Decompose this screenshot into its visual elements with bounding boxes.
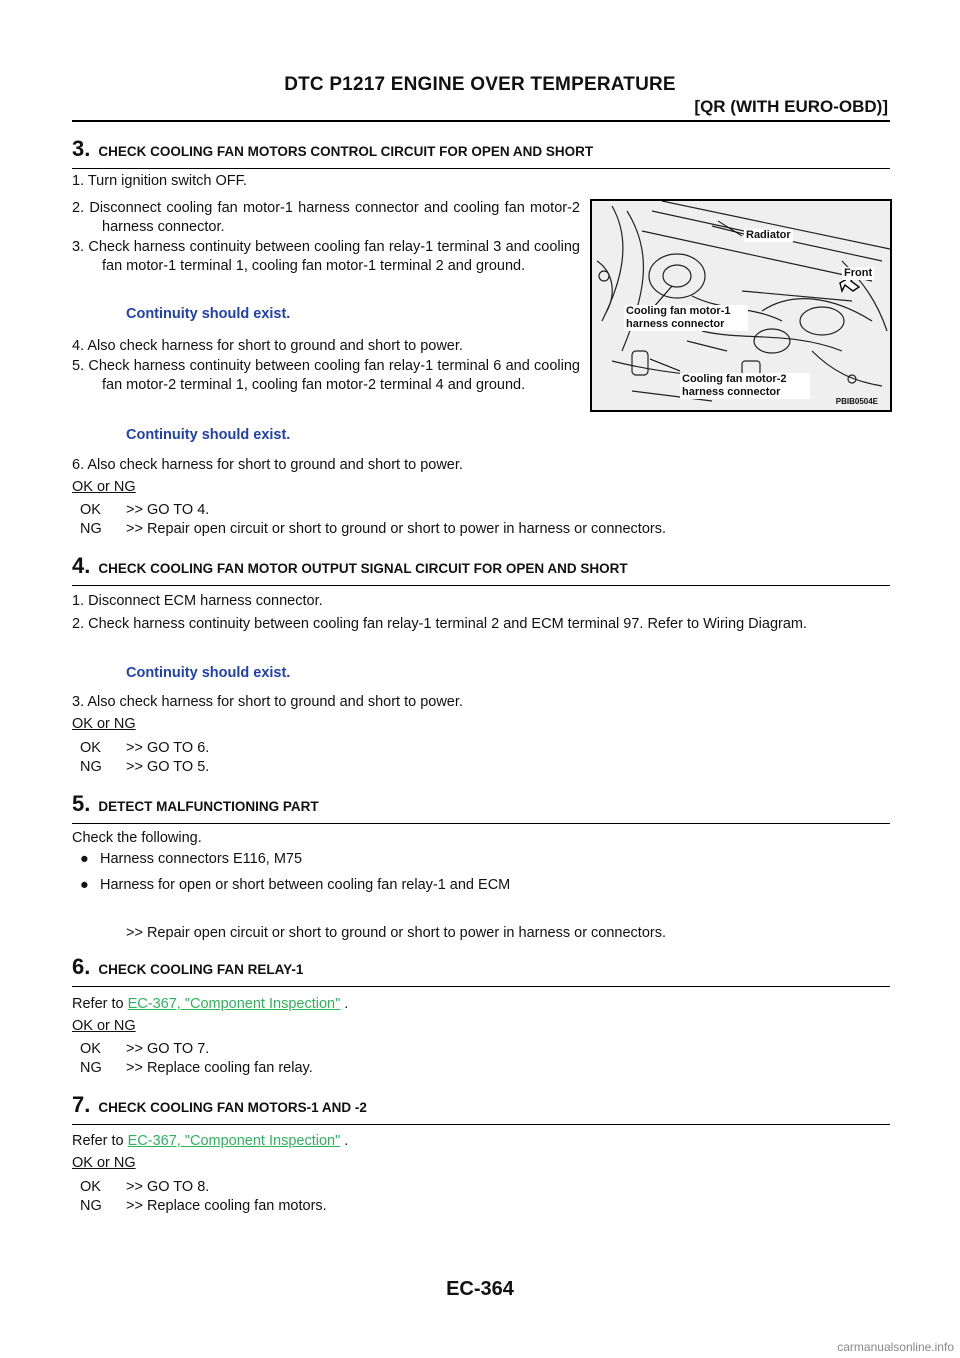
period: .: [344, 1133, 349, 1149]
step-number: 4.: [72, 553, 91, 578]
result-ok: [80, 1178, 209, 1197]
step-4-heading: [72, 553, 890, 586]
page-subtitle: [QR (WITH EURO-OBD)]: [694, 97, 888, 116]
result-text: >> Repair open circuit or short to ground or short to power in harness or connectors.: [126, 521, 667, 537]
step-3-item-5: 5. Check harness continuity between cooling fan relay-1 terminal 6 and cooling fan motor-2 terminal 1, cooling fan motor-2 terminal 4 and ground.: [72, 358, 580, 393]
result-key: OK: [80, 1041, 101, 1057]
result-key: NG: [80, 1060, 102, 1076]
result-key: NG: [80, 521, 102, 537]
step-7-heading: [72, 1092, 890, 1125]
result-ng: [80, 758, 209, 777]
step-number: 5.: [72, 791, 91, 816]
figure-label-radiator: Radiator: [746, 229, 791, 241]
ok-or-ng-label: OK or NG: [72, 1018, 136, 1034]
figure-label-front: Front: [844, 267, 873, 279]
ok-or-ng-label: OK or NG: [72, 1155, 136, 1171]
result-key: OK: [80, 1179, 101, 1195]
result-text: >> Replace cooling fan relay.: [126, 1060, 313, 1076]
step-4-item-1: 1. Disconnect ECM harness connector.: [72, 593, 323, 609]
result-key: NG: [80, 759, 102, 775]
step-6-reference: [72, 995, 348, 1014]
step-3-heading: [72, 136, 890, 169]
step-3-item-2: 2. Disconnect cooling fan motor-1 harness connector and cooling fan motor-2 harness connector.: [72, 200, 580, 235]
step-5-heading: [72, 791, 890, 824]
page-number: EC-364: [446, 1278, 514, 1300]
component-inspection-link[interactable]: EC-367, "Component Inspection": [127, 996, 341, 1012]
ok-or-ng-label: OK or NG: [72, 716, 136, 732]
result-text: >> GO TO 4.: [126, 502, 210, 518]
figure-code: PBIB0504E: [835, 397, 878, 406]
result-text: >> GO TO 5.: [126, 759, 210, 775]
step-title: CHECK COOLING FAN RELAY-1: [98, 962, 304, 977]
step-4-item-3: 3. Also check harness for short to ground and short to power.: [72, 694, 463, 710]
step-title: CHECK COOLING FAN MOTORS-1 AND -2: [98, 1100, 367, 1115]
result-text: >> GO TO 7.: [126, 1041, 210, 1057]
step-7-reference: [72, 1132, 348, 1151]
result-ok: [80, 501, 209, 520]
page-title: DTC P1217 ENGINE OVER TEMPERATURE: [284, 74, 676, 95]
bullet-icon: ●: [80, 851, 89, 867]
refer-text: Refer to: [72, 1133, 124, 1149]
step-5-intro: Check the following.: [72, 830, 202, 846]
result-key: NG: [80, 1198, 102, 1214]
continuity-note: Continuity should exist.: [126, 306, 291, 322]
result-key: OK: [80, 502, 101, 518]
step-4-item-2: 2. Check harness continuity between cooling fan relay-1 terminal 2 and ECM terminal 97. Refer to Wiring Diagram.: [72, 616, 808, 632]
step-title: CHECK COOLING FAN MOTOR OUTPUT SIGNAL CIRCUIT FOR OPEN AND SHORT: [98, 561, 628, 576]
result-text: >> GO TO 8.: [126, 1179, 210, 1195]
result-ok: [80, 739, 209, 758]
continuity-note: Continuity should exist.: [126, 427, 291, 443]
list-item: [80, 877, 510, 893]
step-3-item-3: 3. Check harness continuity between cooling fan relay-1 terminal 3 and cooling fan motor-1 terminal 1, cooling fan motor-1 terminal 2 and ground.: [72, 239, 580, 274]
step-number: 3.: [72, 136, 91, 161]
step-number: 7.: [72, 1092, 91, 1117]
result-ok: [80, 1040, 209, 1059]
watermark: carmanualsonline.info: [837, 1340, 954, 1354]
step-number: 6.: [72, 954, 91, 979]
continuity-note: Continuity should exist.: [126, 665, 291, 681]
ok-or-ng-label: OK or NG: [72, 479, 136, 495]
period: .: [344, 996, 349, 1012]
step-title: CHECK COOLING FAN MOTORS CONTROL CIRCUIT FOR OPEN AND SHORT: [98, 144, 594, 159]
list-item-text: Harness for open or short between cooling fan relay-1 and ECM: [100, 877, 511, 893]
figure-label-motor-1: Cooling fan motor-1 harness connector: [624, 305, 748, 331]
component-inspection-link[interactable]: EC-367, "Component Inspection": [127, 1133, 341, 1149]
result-ng: [80, 1197, 327, 1216]
refer-text: Refer to: [72, 996, 124, 1012]
bullet-icon: ●: [80, 877, 89, 893]
list-item: [80, 851, 302, 867]
step-title: DETECT MALFUNCTIONING PART: [98, 799, 319, 814]
result-ng: [80, 1059, 313, 1078]
result-text: >> GO TO 6.: [126, 740, 210, 756]
step-3-item-1: 1. Turn ignition switch OFF.: [72, 173, 247, 189]
header-divider: [72, 120, 890, 122]
step-3-item-4: 4. Also check harness for short to ground and short to power.: [72, 338, 463, 354]
figure-label-motor-2: Cooling fan motor-2 harness connector: [680, 373, 810, 399]
step-6-heading: [72, 954, 890, 987]
list-item-text: Harness connectors E116, M75: [100, 851, 303, 867]
result-text: >> Replace cooling fan motors.: [126, 1198, 327, 1214]
step-5-result: >> Repair open circuit or short to ground or short to power in harness or connectors.: [126, 925, 667, 941]
step-3-item-6: 6. Also check harness for short to ground and short to power.: [72, 457, 463, 473]
result-ng: [80, 520, 666, 539]
harness-connector-figure: [590, 199, 892, 412]
result-key: OK: [80, 740, 101, 756]
